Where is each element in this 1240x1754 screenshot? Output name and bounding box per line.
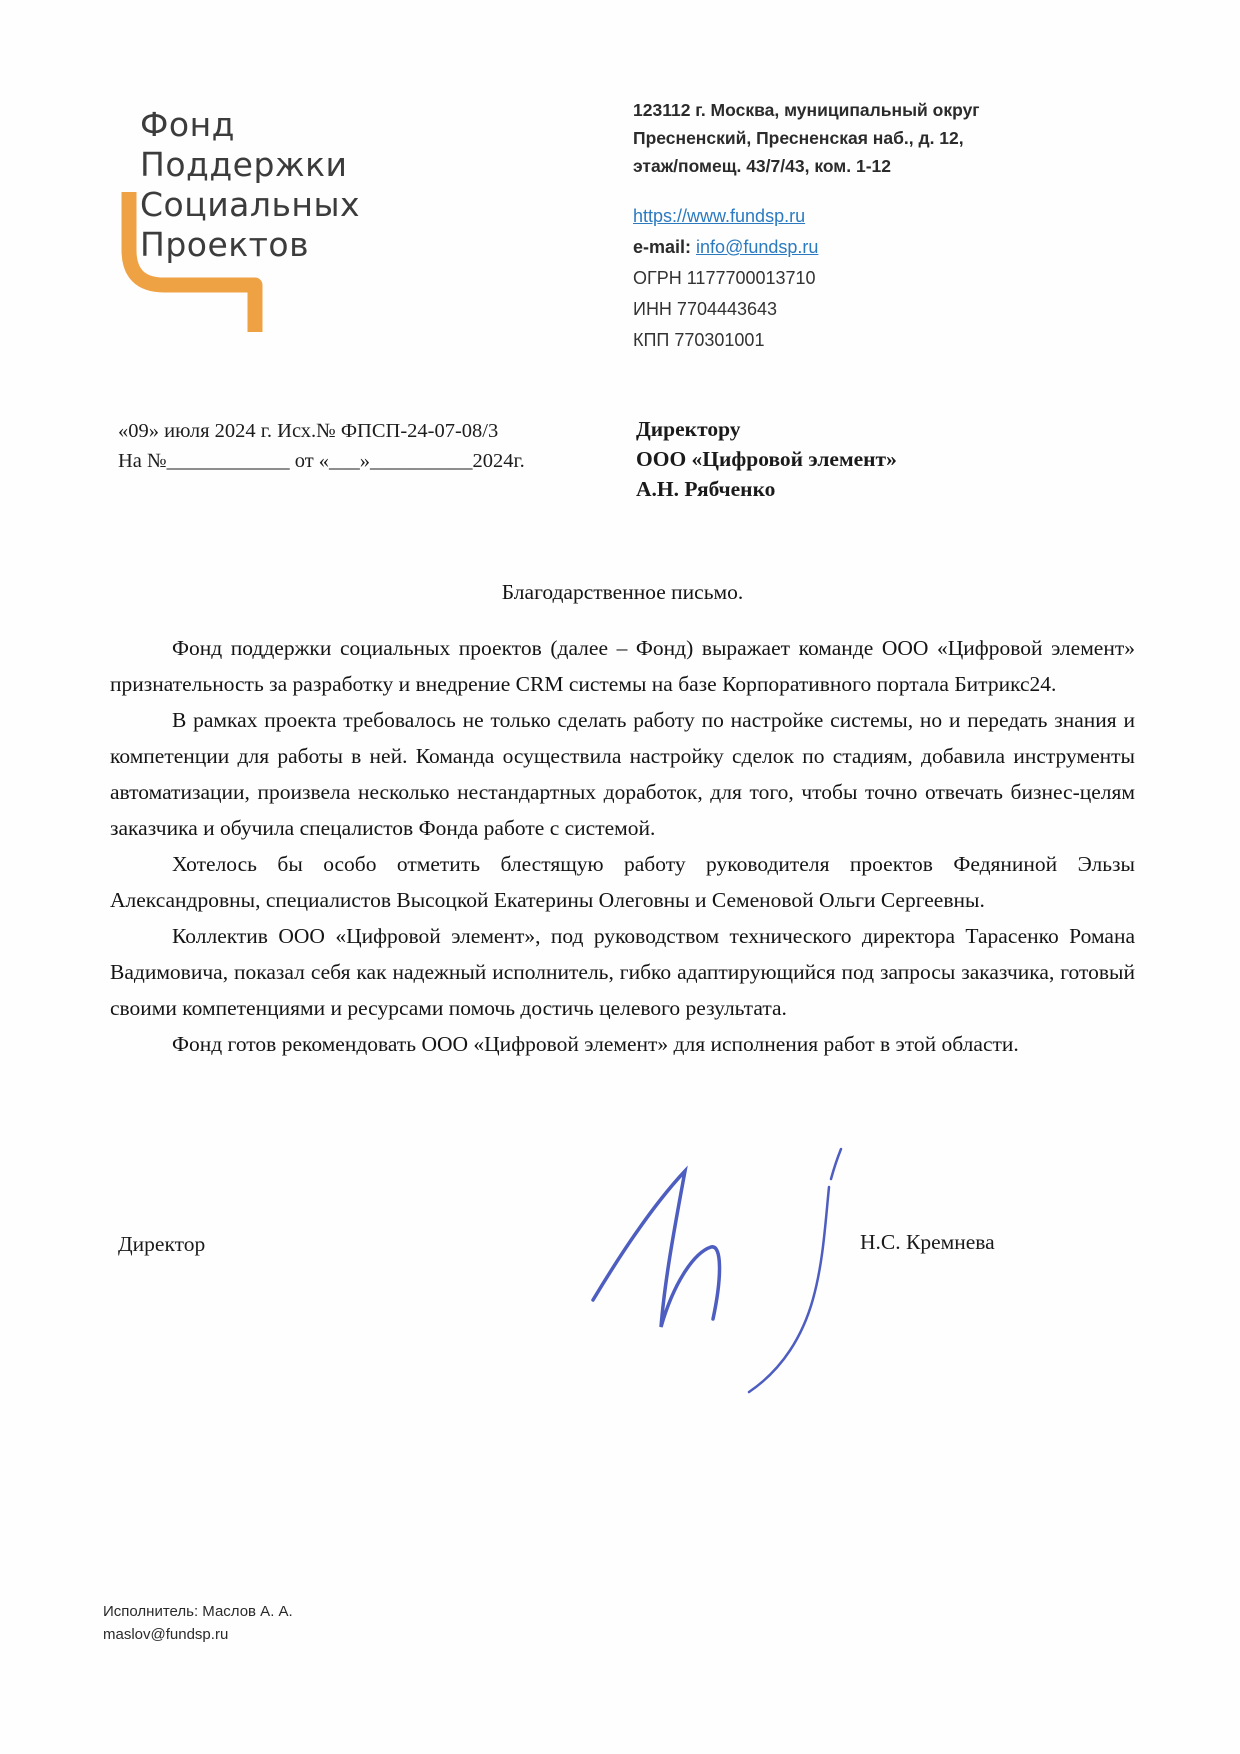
inn-value: ИНН 7704443643 bbox=[633, 299, 778, 319]
org-address-line-1: 123112 г. Москва, муниципальный округ bbox=[633, 100, 980, 120]
signer-name: Н.С. Кремнева bbox=[860, 1230, 995, 1254]
email-label: e-mail: bbox=[633, 237, 692, 257]
executor-name: Исполнитель: Маслов А. А. bbox=[103, 1603, 293, 1620]
logo-line-1: Фонд bbox=[140, 105, 235, 144]
letter-title: Благодарственное письмо. bbox=[501, 580, 744, 604]
paragraph-3: Хотелось бы особо отметить блестящую работу руководителя проектов Федяниной Эльзы Александровны, специалистов Высоцкой Екатерины Олеговны и Семеновой Ольги Сергеевны. bbox=[110, 852, 1135, 912]
paragraph-1: Фонд поддержки социальных проектов (далее – Фонд) выражает команде ООО «Цифровой элемент» признательность за разработку и внедрение CRM системы на базе Корпоративного портала Битрикс24. bbox=[110, 636, 1135, 696]
recipient-name: А.Н. Рябченко bbox=[636, 477, 776, 501]
incoming-number-line: На №____________ от «___»__________2024г. bbox=[118, 450, 525, 472]
logo-line-3: Социальных bbox=[140, 185, 361, 224]
kpp-value: КПП 770301001 bbox=[633, 330, 765, 350]
org-contact-block bbox=[633, 96, 1053, 356]
logo-bracket-icon bbox=[116, 192, 276, 337]
reference-block bbox=[118, 416, 618, 476]
recipient-company: ООО «Цифровой элемент» bbox=[636, 447, 897, 471]
executor-email: maslov@fundsp.ru bbox=[103, 1626, 229, 1643]
recipient-block bbox=[636, 414, 1056, 504]
logo-line-2: Поддержки bbox=[140, 145, 348, 184]
handwritten-signature bbox=[575, 1135, 875, 1405]
paragraph-5: Фонд готов рекомендовать ООО «Цифровой элемент» для исполнения работ в этой области. bbox=[172, 1032, 1019, 1056]
executor-block bbox=[103, 1600, 293, 1646]
website-link[interactable]: https://www.fundsp.ru bbox=[633, 206, 806, 226]
ogrn-value: ОГРН 1177700013710 bbox=[633, 268, 816, 288]
recipient-role: Директору bbox=[636, 417, 741, 441]
org-address-line-2: Пресненский, Пресненская наб., д. 12, bbox=[633, 128, 964, 148]
signer-role: Директор bbox=[118, 1232, 206, 1256]
paragraph-4: Коллектив ООО «Цифровой элемент», под руководством технического директора Тарасенко Романа Вадимовича, показал себя как надежный исполнитель, гибко адаптирующийся под запросы заказчика, готовый своими компетенциями и ресурсами помочь достичь целевого результата. bbox=[110, 924, 1135, 1020]
logo-line-4: Проектов bbox=[140, 225, 310, 264]
letter-body bbox=[110, 580, 1135, 1062]
email-link[interactable]: info@fundsp.ru bbox=[696, 237, 819, 257]
paragraph-2: В рамках проекта требовалось не только сделать работу по настройке системы, но и передать знания и компетенции для работы в ней. Команда осуществила настройку сделок по стадиям, добавила инструменты автоматизации, произвела несколько нестандартных доработок, для того, чтобы точно отвечать бизнес-целям заказчика и обучила спецалистов Фонда работе с системой. bbox=[110, 708, 1135, 840]
outgoing-number-line: «09» июля 2024 г. Исх.№ ФПСП-24-07-08/3 bbox=[118, 420, 499, 442]
org-address-line-3: этаж/помещ. 43/7/43, ком. 1-12 bbox=[633, 156, 891, 176]
